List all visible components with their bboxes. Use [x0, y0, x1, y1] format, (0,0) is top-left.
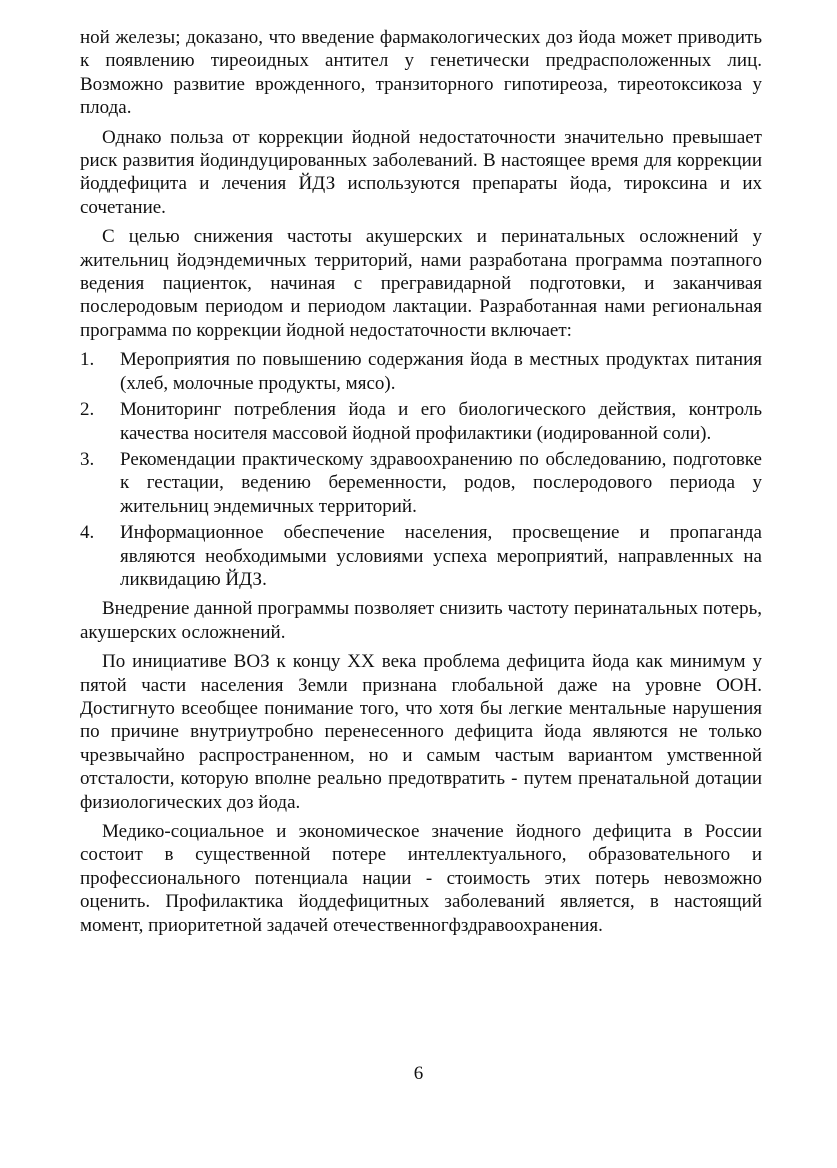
paragraph-program-result: Внедрение данной программы позволяет снизить частоту перинатальных потерь, акушерских осложнений.	[80, 598, 762, 643]
list-item-text: Рекомендации практическому здравоохранению по обследованию, подготовке к гестации, ведению беременности, родов, послеродового периода у жительниц эндемичных территорий.	[120, 448, 762, 517]
paragraph-continuation: ной железы; доказано, что введение фармакологических доз йода может приводить к появлению тиреоидных антител у генетически предрасположенных лиц. Возможно развитие врожденного, транзиторного гипотиреоза, тиреотоксикоза у плода.	[80, 27, 762, 119]
list-item-number: 1.	[80, 349, 95, 371]
page-number: 6	[413, 1063, 424, 1084]
list-item	[80, 521, 762, 591]
list-item	[80, 398, 762, 445]
list-item-number: 3.	[80, 448, 95, 470]
list-item-text: Мониторинг потребления йода и его биологического действия, контроль качества носителя массовой йодной профилактики (иодированной соли).	[120, 399, 762, 444]
list-item-number: 4.	[80, 522, 95, 544]
list-item	[80, 348, 762, 395]
list-item-text: Мероприятия по повышению содержания йода в местных продуктах питания (хлеб, молочные продукты, мясо).	[120, 349, 762, 394]
paragraph-program-intro: С целью снижения частоты акушерских и перинатальных осложнений у жительниц йодэндемичных территорий, нами разработана программа поэтапного ведения пациенток, начиная с прегравидарной подготовки, и заканчивая послеродовым периодом и периодом лактации. Разработанная нами региональная программа по коррекции йодной недостаточности включает:	[80, 226, 762, 341]
program-list	[80, 348, 762, 591]
list-item-number: 2.	[80, 399, 95, 421]
paragraph-benefit: Однако польза от коррекции йодной недостаточности значительно превышает риск развития йодиндуцированных заболеваний. В настоящее время для коррекции йоддефицита и лечения ЙДЗ используются препараты йода, тироксина и их сочетание.	[80, 126, 762, 218]
list-item	[80, 448, 762, 518]
paragraph-significance: Медико-социальное и экономическое значение йодного дефицита в России состоит в существенной потере интеллектуального, образовательного и профессионального потенциала нации - стоимость этих потерь невозможно оценить. Профилактика йоддефицитных заболеваний является, в настоящий момент, приоритетной задачей отечественногфздравоохранения.	[80, 821, 762, 936]
document-page	[80, 26, 762, 943]
list-item-text: Информационное обеспечение населения, просвещение и пропаганда являются необходимыми условиями успеха мероприятий, направленных на ликвидацию ЙДЗ.	[120, 522, 762, 590]
paragraph-who-initiative: По инициативе ВОЗ к концу XX века проблема дефицита йода как минимум у пятой части населения Земли признана глобальной даже на уровне ООН. Достигнуто всеобщее понимание того, что хотя бы легкие ментальные нарушения по причине внутриутробно перенесенного дефицита йода являются не только чрезвычайно распространенном, но и самым частым вариантом умственной отсталости, которую вполне реально предотвратить - путем пренатальной дотации физиологических доз йода.	[80, 651, 762, 813]
